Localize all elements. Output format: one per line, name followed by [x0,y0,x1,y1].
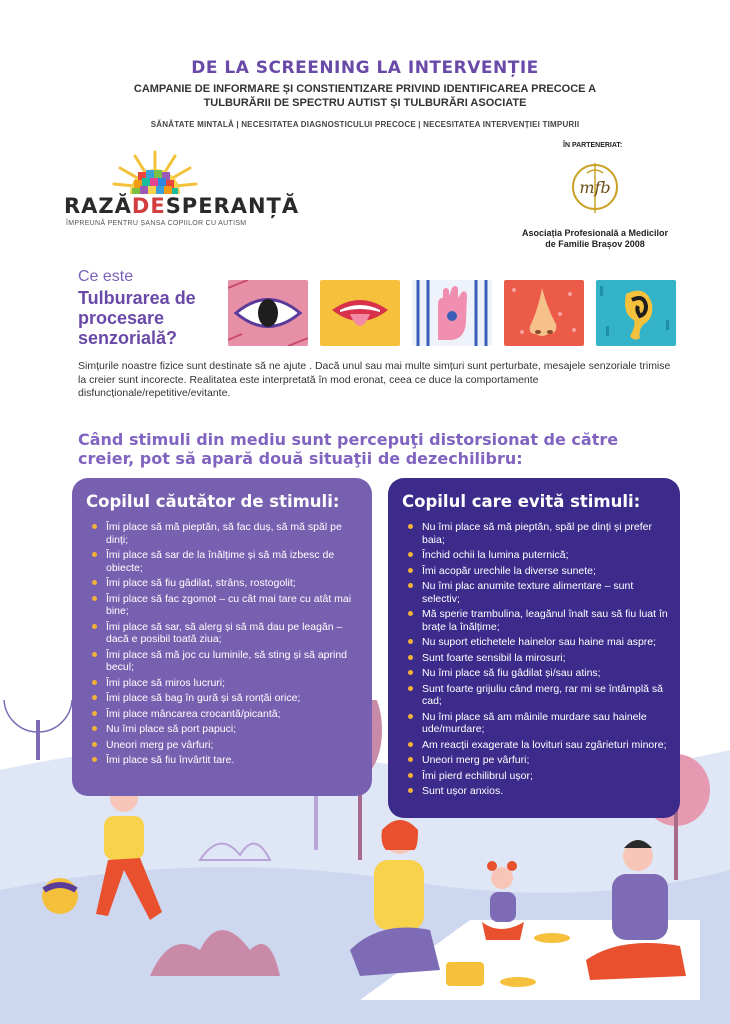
bullet-icon [92,596,97,601]
stimulus-avoider-title: Copilul care evită stimuli: [402,492,641,511]
list-item [86,621,360,646]
list-item-text: Îmi place să mă pieptăn, să fac duș, să mă spăl pe dinți; [106,521,342,546]
bullet-icon [408,583,413,588]
list-item-text: Îmi place să fac zgomot – cu cât mai tare cu atât mai bine; [106,592,352,617]
list-item-text: Îmi pierd echilibrul ușor; [422,769,533,782]
logo-tagline: ÎMPREUNĂ PENTRU ȘANSA COPIILOR CU AUTISM [66,220,247,227]
list-item-text: Îmi acopăr urechile la diverse sunete; [422,564,596,577]
list-item-text: Mă sperie trambulina, leagănul înalt sau să fiu luat în brațe la înălțime; [422,608,668,633]
bullet-icon [92,652,97,657]
list-item [402,711,668,736]
list-item [86,593,360,618]
partner-logo-text: mfb [579,178,611,197]
logo-name [64,194,299,218]
list-item-text: Uneori merg pe vârfuri; [422,754,530,766]
list-item-text: Sunt ușor anxios. [422,785,504,797]
partner-name [505,228,685,250]
list-item-text: Nu îmi place să port papuci; [106,723,237,735]
stimulus-seeker-title: Copilul căutător de stimuli: [86,492,340,511]
list-item-text: Îmi place să sar de la înălțime și să mă izbesc de obiecte; [106,549,335,574]
subtitle-line-1: CAMPANIE DE INFORMARE ȘI CONSTIENTIZARE PRIVIND IDENTIFICAREA PRECOCE A [133,83,597,95]
page-tagline: SĂNĂTATE MINTALĂ | NECESITATEA DIAGNOSTICULUI PRECOCE | NECESITATEA INTERVENȚIEI TIMPURII [150,120,580,129]
bullet-icon [408,670,413,675]
bullet-icon [408,773,413,778]
stimulus-avoider-list [402,521,668,798]
bullet-icon [408,788,413,793]
list-item [86,739,360,752]
list-item-text: Nu îmi place să am mâinile murdare sau hainele ude/murdare; [422,710,647,735]
list-item [86,577,360,590]
bullet-icon [92,680,97,685]
list-item [402,667,668,680]
list-item-text: Îmi place să sar, să alerg și să mă dau pe leagăn – dacă e posibil toată ziua; [106,620,343,645]
bullet-icon [92,711,97,716]
bullet-icon [408,757,413,762]
bullet-icon [92,757,97,762]
logo-name-part-3: SPERANȚĂ [165,194,300,218]
raza-de-speranta-logo [64,148,300,238]
bullet-icon [92,695,97,700]
partner-label: ÎN PARTENERIAT: [563,142,623,149]
list-item [402,652,668,665]
list-item-text: Nu îmi plac anumite texture alimentare – sunt selectiv; [422,580,634,605]
stimulus-seeker-panel [72,478,372,796]
list-item-text: Uneori merg pe vârfuri; [106,738,214,751]
list-item [402,770,668,783]
basket-icon [446,962,484,986]
list-item-text: Îmi place să fiu învârtit tare. [106,754,235,766]
list-item-text: Sunt foarte sensibil la mirosuri; [422,651,566,664]
list-item [86,708,360,721]
list-item [402,521,668,546]
list-item [86,649,360,674]
logo-name-part-2: DE [131,194,166,218]
bullet-icon [408,639,413,644]
mouth-icon [320,280,400,346]
senses-illustrations [228,280,678,346]
list-item [402,549,668,562]
list-item-text: Îmi place mâncarea crocantă/picantă; [106,707,281,720]
question-heading: Tulburarea de procesare senzorială? [78,288,196,348]
stimulus-avoider-panel [388,478,680,818]
question-intro: Ce este [78,268,134,285]
list-item [86,521,360,546]
page-subtitle [0,82,730,110]
ear-icon [596,280,676,346]
bullet-icon [92,742,97,747]
partner-name-line-2: de Familie Brașov 2008 [545,239,645,249]
list-item-text: Închid ochii la lumina puternică; [422,549,569,561]
list-item-text: Îmi place să miros lucruri; [106,676,226,689]
list-item-text: Nu îmi place să fiu gâdilat și/sau atins; [422,667,601,679]
bullet-icon [92,524,97,529]
list-item-text: Sunt foarte grijuliu când merg, rar mi se întâmplă să cad; [422,682,664,707]
list-item [402,636,668,649]
tree-left-icon [4,700,72,760]
bullet-icon [92,726,97,731]
partner-block [505,142,685,250]
hand-icon [412,280,492,346]
list-item [402,683,668,708]
list-item [402,754,668,767]
bullet-icon [408,552,413,557]
partner-logo-icon [569,159,621,217]
partner-name-line-1: Asociația Profesională a Medicilor [521,228,669,238]
bullet-icon [408,524,413,529]
bullet-icon [408,742,413,747]
bullet-icon [92,580,97,585]
bullet-icon [92,552,97,557]
eye-icon [228,280,308,346]
plate-icon [534,933,570,943]
logo-name-part-1: RAZĂ [64,194,132,218]
sun-puzzle-icon [110,148,200,198]
list-item [402,565,668,578]
list-item [86,677,360,690]
bullet-icon [408,611,413,616]
page-header [0,58,730,129]
list-item-text: Am reacții exagerate la lovituri sau zgârieturi minore; [422,738,667,751]
list-item-text: Nu îmi place să mă pieptăn, spăl pe dinți și prefer baia; [422,521,652,546]
list-item-text: Îmi place să fiu gâdilat, strâns, rostogolit; [106,577,296,589]
bullet-icon [408,714,413,719]
list-item [402,608,668,633]
list-item-text: Nu suport etichetele hainelor sau haine mai aspre; [422,636,657,648]
list-item-text: Îmi place să bag în gură și să ronțăi orice; [106,692,301,704]
list-item [402,785,668,798]
list-item [402,739,668,752]
list-item [86,754,360,767]
nose-icon [504,280,584,346]
bullet-icon [408,655,413,660]
intro-paragraph: Simțurile noastre fizice sunt destinate să ne ajute . Dacă unul sau mai multe simțuri sunt perturbate, mesajele senzoriale trimise la creier sunt incorecte. Realitatea este interpretată în mod eronat, ceea ce duce la comportamente disfuncționale/repetitive/evitante. [78,360,671,399]
bullet-icon [92,624,97,629]
page-title: DE LA SCREENING LA INTERVENȚIE [191,58,539,78]
subtitle-line-2: TULBURĂRII DE SPECTRU AUTIST ȘI TULBURĂRI ASOCIATE [203,97,527,109]
stimulus-seeker-list [86,521,360,767]
bullet-icon [408,568,413,573]
bullet-icon [408,686,413,691]
section-headline: Când stimuli din mediu sunt percepuţi distorsionat de către creier, pot să apară două situaţii de dezechilibru: [78,430,619,468]
list-item [402,580,668,605]
list-item-text: Îmi place să mă joc cu luminile, să sting și să aprind becul; [106,648,348,673]
list-item [86,549,360,574]
list-item [86,723,360,736]
list-item [86,692,360,705]
